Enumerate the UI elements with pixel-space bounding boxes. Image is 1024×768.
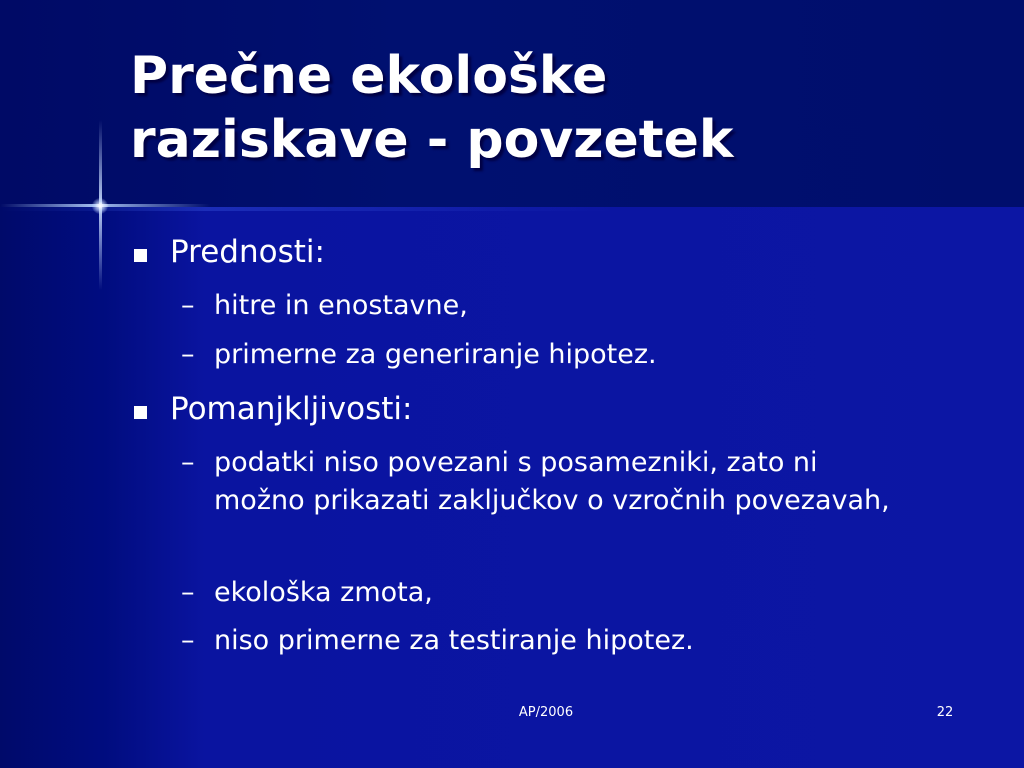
footer-text: AP/2006 [518,705,574,720]
sub-bullet-text: podatki niso povezani s posamezniki, zato ni možno prikazati zaključkov o vzročnih povezavah, [214,447,890,516]
dash-bullet-icon: – [181,577,195,608]
sub-bullet-text: hitre in enostavne, [214,290,468,321]
dash-bullet-icon: – [181,339,195,370]
square-bullet-icon [134,249,147,262]
sub-bullet-text: ekološka zmota, [214,577,433,608]
dash-bullet-icon: – [181,447,195,478]
sub-bullet-text: primerne za generiranje hipotez. [214,339,657,370]
square-bullet-icon [134,406,147,419]
slide-title-line-1: Prečne ekološke [130,46,608,106]
dash-bullet-icon: – [181,625,195,656]
page-number: 22 [936,705,954,720]
bullet-heading: Pomanjkljivosti: [170,391,413,427]
slide-title-line-2: raziskave - povzetek [130,110,734,170]
dash-bullet-icon: – [181,290,195,321]
sub-bullet-text: niso primerne za testiranje hipotez. [214,625,694,656]
bullet-heading: Prednosti: [170,234,325,270]
